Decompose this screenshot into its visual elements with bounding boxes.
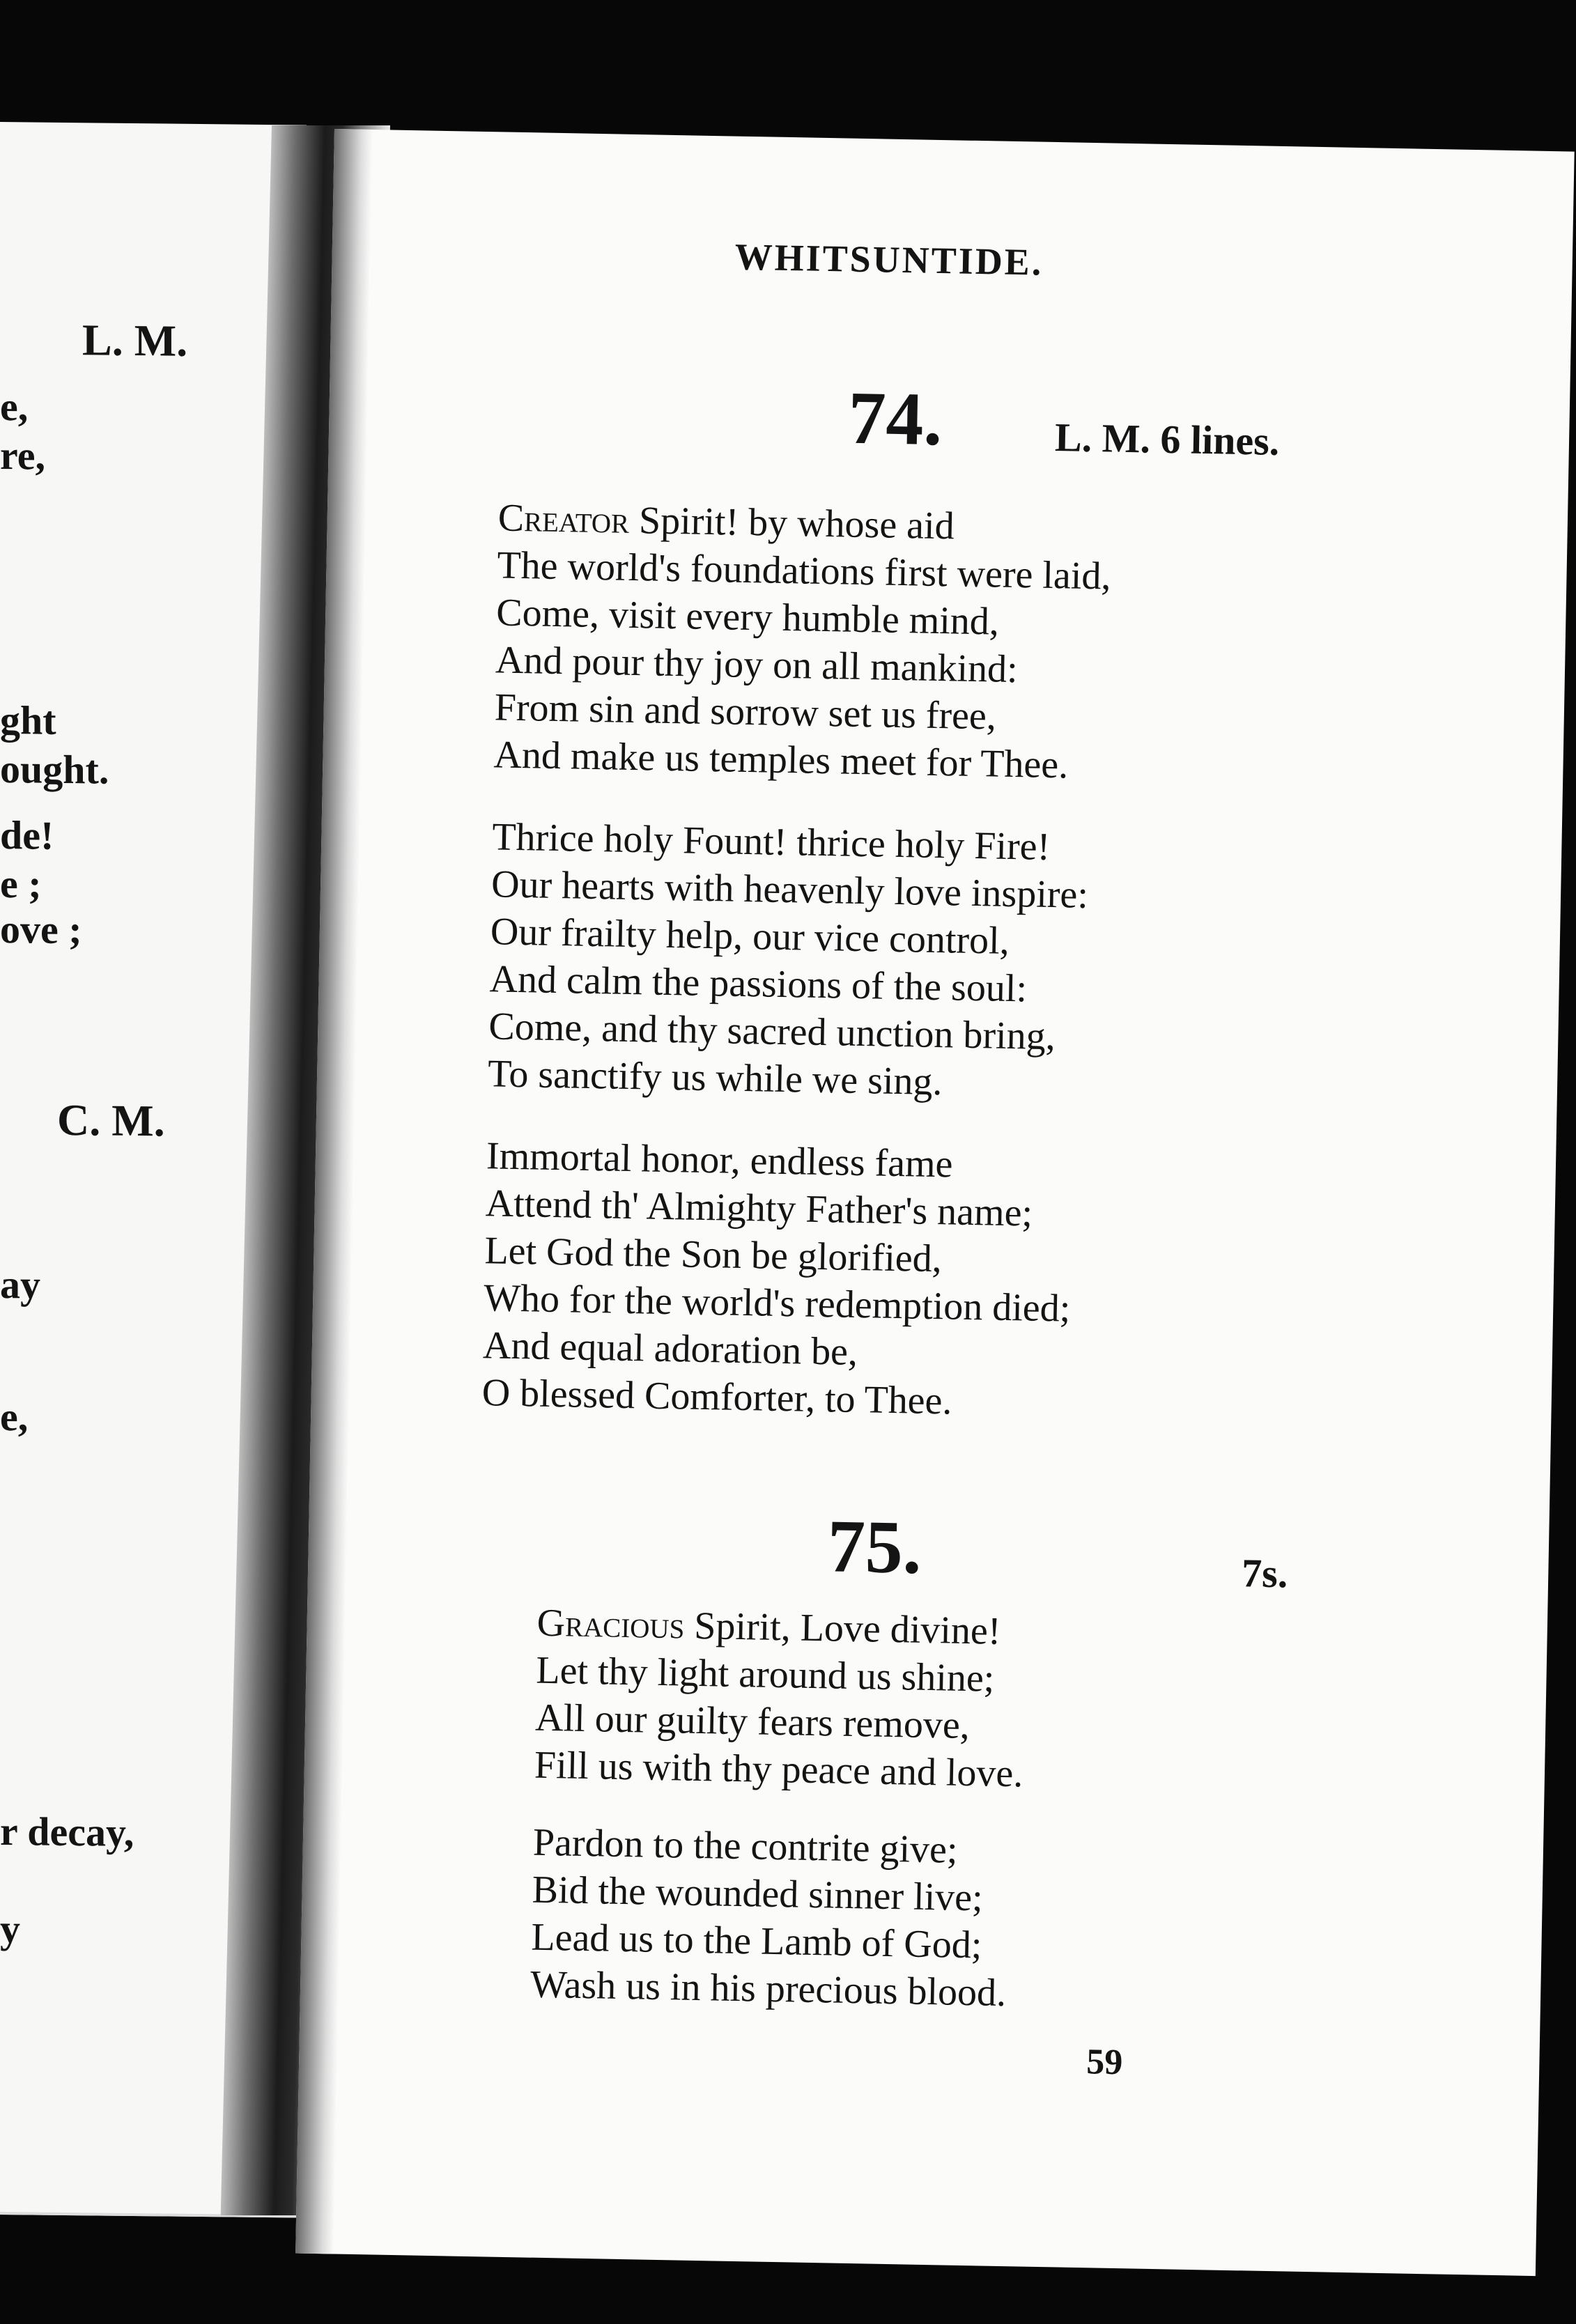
- left-fragment: e,: [0, 384, 29, 430]
- left-fragment: e,: [0, 1394, 29, 1440]
- left-fragment: re,: [0, 433, 45, 479]
- verse-line: To sanctify us while we sing.: [487, 1052, 943, 1104]
- verse-line: And make us temples meet for Thee.: [493, 733, 1069, 787]
- verse-line: Let God the Son be glorified,: [484, 1229, 943, 1281]
- verse-line: Who for the world's redemption died;: [483, 1276, 1071, 1331]
- verse-line: O blessed Comforter, to Thee.: [481, 1371, 953, 1423]
- left-fragment: y: [0, 1906, 20, 1952]
- verse-line: The world's foundations first were laid,: [496, 543, 1111, 598]
- hymn-74-number: 74.: [847, 376, 943, 462]
- verse-line: Come, visit every humble mind,: [495, 591, 1000, 644]
- verse-line: From sin and sorrow set us free,: [494, 685, 997, 738]
- verse-line: Let thy light around us shine;: [535, 1648, 995, 1701]
- running-head: WHITSUNTIDE.: [734, 235, 1044, 284]
- left-meter-top: L. M.: [82, 315, 188, 366]
- hymn-74-stanza-3: [481, 1132, 1073, 1427]
- hymn-74-stanza-1: [493, 494, 1112, 789]
- left-fragment: r decay,: [0, 1808, 134, 1856]
- verse-line: Our hearts with heavenly love inspire:: [490, 862, 1089, 917]
- verse-line: Gracious Spirit, Love divine!: [536, 1601, 1002, 1653]
- hymn-75-stanza-2: [530, 1819, 1010, 2017]
- left-fragment: ought.: [0, 746, 109, 793]
- verse-line: Come, and thy sacred unction bring,: [488, 1005, 1056, 1059]
- verse-line: Lead us to the Lamb of God;: [530, 1915, 982, 1967]
- verse-line: All our guilty fears remove,: [534, 1696, 971, 1748]
- left-fragment: ove ;: [0, 906, 82, 953]
- verse-line: Immortal honor, endless fame: [486, 1134, 954, 1186]
- left-fragment: ay: [0, 1262, 40, 1308]
- left-fragment: e ;: [0, 861, 42, 907]
- left-meter-middle: C. M.: [57, 1094, 165, 1146]
- hymn-74-first-word: Creator: [497, 496, 630, 542]
- hymn-74-meter: L. M. 6 lines.: [1054, 415, 1280, 464]
- hymn-75-number: 75.: [826, 1505, 922, 1590]
- verse-line: Bid the wounded sinner live;: [532, 1868, 984, 1920]
- hymn-74-stanza-2: [488, 813, 1090, 1108]
- verse-line: Our frailty help, our vice control,: [490, 910, 1010, 963]
- left-fragment: ght: [0, 697, 56, 743]
- verse-line: And equal adoration be,: [482, 1324, 858, 1374]
- verse-line: Wash us in his precious blood.: [530, 1962, 1007, 2015]
- verse-line: Pardon to the contrite give;: [532, 1820, 959, 1872]
- left-fragment: de!: [0, 812, 54, 858]
- hymn-75-first-word: Gracious: [536, 1601, 685, 1648]
- verse-line: Thrice holy Fount! thrice holy Fire!: [491, 815, 1051, 869]
- verse-line: Fill us with thy peace and love.: [534, 1743, 1023, 1796]
- verse-line: Creator Spirit! by whose aid: [497, 496, 955, 548]
- hymn-75-meter: 7s.: [1241, 1550, 1288, 1597]
- verse-line: And pour thy joy on all mankind:: [495, 638, 1019, 692]
- verse-line: And calm the passions of the soul:: [489, 957, 1028, 1011]
- right-page: [295, 129, 1575, 2276]
- hymn-75-stanza-1: [534, 1599, 1026, 1798]
- verse-line: Attend th' Almighty Father's name;: [485, 1182, 1033, 1235]
- page-number: 59: [1086, 2042, 1123, 2083]
